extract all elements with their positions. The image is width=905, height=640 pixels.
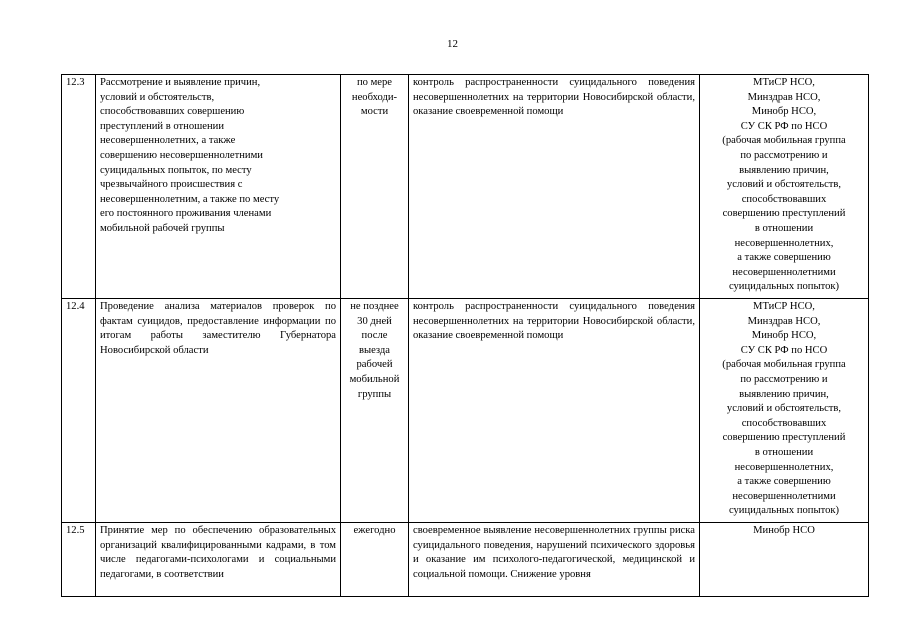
deadline-line: необходи- bbox=[351, 91, 398, 103]
deadline-line: мости bbox=[360, 106, 389, 118]
responsible-line: условий и обстоятельств, bbox=[726, 179, 842, 191]
expected-result: своевременное выявление несовершеннолетних группы риска суицидального поведения, нарушений психического здоровья и оказание им психолого-педагогической, медицинской и социальной помощи. Снижение уровня bbox=[409, 523, 700, 597]
item-number: 12.4 bbox=[62, 299, 96, 523]
responsible-line: несовершеннолетними bbox=[732, 490, 836, 502]
responsible-line: несовершеннолетних, bbox=[734, 461, 834, 473]
table-row bbox=[62, 523, 869, 597]
responsible-line: а также совершению bbox=[737, 476, 831, 488]
responsible-line: выявлению причин, bbox=[739, 388, 829, 400]
responsible-line: совершению преступлений bbox=[722, 432, 846, 444]
expected-result: контроль распространенности суицидального поведения несовершеннолетних на территории Новосибирской области, оказание своевременной помощи bbox=[409, 299, 700, 523]
measure-name-line: условий и обстоятельств, bbox=[100, 91, 215, 103]
responsible-executors bbox=[700, 299, 869, 523]
responsible-line: выявлению причин, bbox=[739, 164, 829, 176]
measure-name-line: способствовавших совершению bbox=[100, 106, 245, 118]
responsible-line: способствовавших bbox=[741, 417, 827, 429]
measure-name-line: Рассмотрение и выявление причин, bbox=[100, 77, 261, 88]
responsible-line: (рабочая мобильная группа bbox=[722, 135, 846, 147]
responsible-executors bbox=[700, 523, 869, 597]
measure-name-line: чрезвычайного происшествия с bbox=[100, 179, 243, 191]
responsible-line: а также совершению bbox=[737, 252, 831, 264]
responsible-line: суицидальных попыток) bbox=[728, 281, 840, 293]
measure-name: Принятие мер по обеспечению образовательных организаций квалифицированными кадрами, в том числе педагогами-психологами и социальными педагогами, в соответствии bbox=[96, 523, 341, 597]
deadline bbox=[341, 523, 409, 597]
responsible-line: совершению преступлений bbox=[722, 208, 846, 220]
responsible-line: СУ СК РФ по НСО bbox=[740, 120, 828, 132]
table-row bbox=[62, 75, 869, 299]
responsible-line: Минздрав НСО, bbox=[747, 91, 821, 103]
measure-name bbox=[96, 75, 341, 299]
responsible-line: Минобр НСО, bbox=[751, 106, 817, 118]
item-number: 12.5 bbox=[62, 523, 96, 597]
responsible-line: по рассмотрению и bbox=[740, 373, 828, 385]
responsible-line: Минобр НСО bbox=[753, 525, 815, 536]
responsible-line: по рассмотрению и bbox=[740, 149, 828, 161]
measure-name-line: суицидальных попыток, по месту bbox=[100, 164, 252, 176]
responsible-line: суицидальных попыток) bbox=[728, 505, 840, 517]
deadline-line: после bbox=[361, 330, 388, 342]
measure-name-line: преступлений в отношении bbox=[100, 120, 225, 132]
deadline-line: мобильной bbox=[349, 373, 400, 385]
responsible-line: МТиСР НСО, bbox=[753, 301, 815, 312]
page-number: 12 bbox=[447, 38, 458, 50]
deadline-line: 30 дней bbox=[357, 315, 392, 327]
responsible-line: Минобр НСО, bbox=[751, 330, 817, 342]
responsible-line: несовершеннолетних, bbox=[734, 237, 834, 249]
expected-result: контроль распространенности суицидального поведения несовершеннолетних на территории Новосибирской области, оказание своевременной помощи bbox=[409, 75, 700, 299]
responsible-line: МТиСР НСО, bbox=[753, 77, 815, 88]
item-number: 12.3 bbox=[62, 75, 96, 299]
responsible-line: способствовавших bbox=[741, 193, 827, 205]
measure-name-line: мобильной рабочей группы bbox=[100, 222, 225, 234]
deadline-line: по мере bbox=[356, 77, 393, 88]
measures-table bbox=[61, 74, 869, 597]
deadline-line: группы bbox=[357, 388, 392, 400]
deadline bbox=[341, 299, 409, 523]
responsible-line: Минздрав НСО, bbox=[747, 315, 821, 327]
deadline-line: выезда bbox=[358, 344, 391, 356]
table-row bbox=[62, 299, 869, 523]
deadline-line: рабочей bbox=[356, 359, 393, 371]
responsible-line: несовершеннолетними bbox=[732, 266, 836, 278]
deadline-line: ежегодно bbox=[353, 525, 396, 536]
responsible-line: в отношении bbox=[754, 446, 814, 458]
responsible-executors bbox=[700, 75, 869, 299]
responsible-line: СУ СК РФ по НСО bbox=[740, 344, 828, 356]
measure-name-line: его постоянного проживания членами bbox=[100, 208, 272, 220]
deadline-line: не позднее bbox=[350, 301, 399, 312]
deadline bbox=[341, 75, 409, 299]
responsible-line: в отношении bbox=[754, 222, 814, 234]
measure-name-line: совершению несовершеннолетними bbox=[100, 149, 263, 161]
responsible-line: (рабочая мобильная группа bbox=[722, 359, 846, 371]
measure-name-line: несовершеннолетних, а также bbox=[100, 135, 236, 147]
responsible-line: условий и обстоятельств, bbox=[726, 403, 842, 415]
measure-name-line: несовершеннолетним, а также по месту bbox=[100, 193, 280, 205]
measure-name: Проведение анализа материалов проверок по фактам суицидов, предоставление информации по итогам работы заместителю Губернатора Новосибирской области bbox=[96, 299, 341, 523]
